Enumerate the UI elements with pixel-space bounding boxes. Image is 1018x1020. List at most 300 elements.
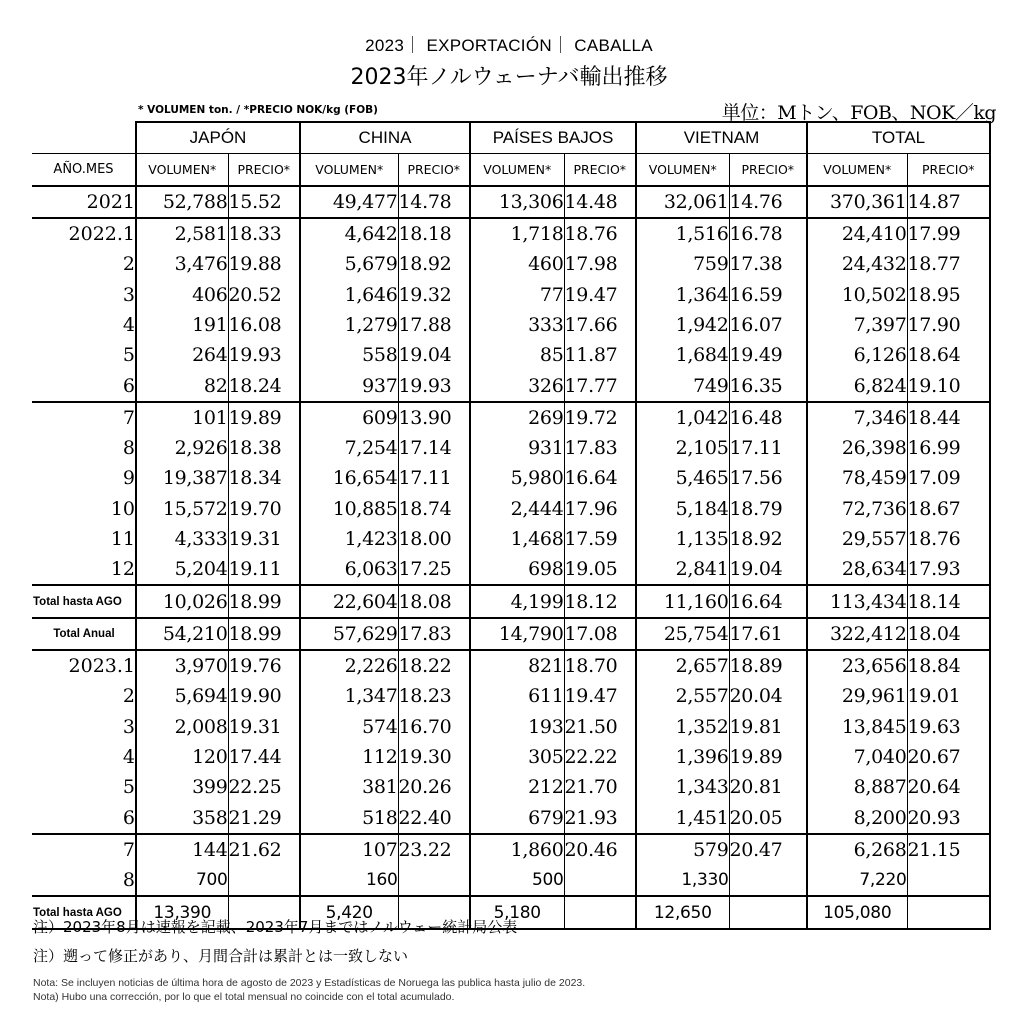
precio-cell: 18.00 (398, 524, 470, 554)
precio-cell: 19.11 (228, 554, 300, 585)
row-label: 11 (110, 528, 135, 550)
precio-cell: 19.81 (729, 712, 807, 742)
header-volumen: VOLUMEN* (300, 154, 398, 186)
table-row (32, 650, 990, 681)
precio-cell: 17.98 (564, 249, 636, 279)
row-label: 6 (122, 806, 135, 829)
volumen-cell: 931 (470, 433, 564, 463)
volumen-cell: 1,364 (636, 279, 729, 309)
precio-cell (907, 865, 990, 896)
row-label: 4 (122, 313, 135, 336)
precio-cell: 19.63 (907, 712, 990, 742)
header-volumen: VOLUMEN* (636, 154, 729, 186)
table-row (32, 865, 990, 896)
precio-cell: 16.35 (729, 370, 807, 401)
volumen-cell: 1,860 (470, 834, 564, 865)
volumen-cell: 8,887 (807, 772, 907, 802)
volumen-cell: 82 (136, 370, 228, 401)
volumen-cell: 2,444 (470, 494, 564, 524)
table-row (32, 554, 990, 585)
row-label: Total Anual (32, 618, 136, 650)
volumen-cell: 8,200 (807, 803, 907, 834)
precio-cell: 17.83 (564, 433, 636, 463)
precio-cell: 19.04 (729, 554, 807, 585)
precio-cell: 17.44 (228, 742, 300, 772)
precio-cell: 22.22 (564, 742, 636, 772)
precio-cell: 16.59 (729, 279, 807, 309)
volumen-cell: 193 (470, 712, 564, 742)
precio-cell: 21.15 (907, 834, 990, 865)
volumen-cell: 113,434 (807, 585, 907, 617)
volumen-cell: 10,885 (300, 494, 398, 524)
country-header-row (32, 122, 990, 154)
volumen-cell: 72,736 (807, 494, 907, 524)
volumen-cell: 1,516 (636, 218, 729, 249)
precio-cell (729, 865, 807, 896)
volumen-cell: 10,026 (136, 585, 228, 617)
note-es-2: Nota) Hubo una corrección, por lo que el total mensual no coincide con el total acumulado. (33, 991, 455, 1003)
table-row (32, 494, 990, 524)
precio-cell: 19.04 (398, 340, 470, 370)
precio-cell: 16.48 (729, 402, 807, 433)
volumen-cell: 54,210 (136, 618, 228, 650)
precio-cell: 20.46 (564, 834, 636, 865)
table-row (32, 618, 990, 650)
precio-cell: 19.49 (729, 340, 807, 370)
row-label: 2021 (32, 186, 136, 218)
volumen-cell: 24,432 (807, 249, 907, 279)
precio-cell: 14.76 (729, 186, 807, 218)
precio-cell: 18.38 (228, 433, 300, 463)
volumen-cell: 160 (300, 865, 398, 896)
volumen-cell: 105,080 (807, 896, 907, 928)
volumen-cell: 2,581 (136, 218, 228, 249)
precio-cell: 18.04 (907, 618, 990, 650)
volumen-cell: 322,412 (807, 618, 907, 650)
precio-cell: 17.96 (564, 494, 636, 524)
volumen-cell: 3,476 (136, 249, 228, 279)
volumen-cell: 4,642 (300, 218, 398, 249)
precio-cell: 14.48 (564, 186, 636, 218)
volumen-cell: 1,468 (470, 524, 564, 554)
precio-cell: 20.81 (729, 772, 807, 802)
row-label: 7 (32, 834, 136, 865)
precio-cell: 22.40 (398, 803, 470, 834)
table-row (32, 742, 990, 772)
row-label: 4 (122, 746, 135, 769)
precio-cell: 13.90 (398, 402, 470, 433)
precio-cell: 19.47 (564, 681, 636, 711)
table-row (32, 524, 990, 554)
header-precio: PRECIO* (729, 154, 807, 186)
row-label: 3 (122, 283, 135, 306)
precio-cell: 18.92 (398, 249, 470, 279)
volumen-cell: 112 (300, 742, 398, 772)
precio-cell: 17.93 (907, 554, 990, 585)
precio-cell (907, 896, 990, 928)
precio-cell: 19.31 (228, 524, 300, 554)
precio-cell: 18.70 (564, 650, 636, 681)
volumen-cell: 6,824 (807, 370, 907, 401)
volumen-cell: 305 (470, 742, 564, 772)
row-label: 3 (122, 715, 135, 738)
volumen-cell: 5,694 (136, 681, 228, 711)
volumen-cell: 6,126 (807, 340, 907, 370)
precio-cell: 21.70 (564, 772, 636, 802)
volumen-cell: 32,061 (636, 186, 729, 218)
precio-cell: 18.99 (228, 585, 300, 617)
precio-cell: 19.10 (907, 370, 990, 401)
precio-cell: 11.87 (564, 340, 636, 370)
precio-cell: 20.47 (729, 834, 807, 865)
row-label: 5 (122, 344, 135, 367)
subheader-row (32, 154, 990, 186)
table-row (32, 249, 990, 279)
volumen-cell: 23,656 (807, 650, 907, 681)
precio-cell: 18.64 (907, 340, 990, 370)
precio-cell: 17.88 (398, 310, 470, 340)
precio-cell: 17.99 (907, 218, 990, 249)
volumen-cell: 749 (636, 370, 729, 401)
precio-cell: 20.93 (907, 803, 990, 834)
col-china: CHINA (300, 122, 470, 154)
col-total: TOTAL (807, 122, 990, 154)
volumen-cell: 518 (300, 803, 398, 834)
volumen-cell: 5,184 (636, 494, 729, 524)
table-row (32, 772, 990, 802)
volumen-cell: 14,790 (470, 618, 564, 650)
volumen-cell: 144 (136, 834, 228, 865)
precio-cell: 18.34 (228, 463, 300, 493)
precio-cell: 17.11 (729, 433, 807, 463)
precio-cell: 18.76 (564, 218, 636, 249)
volumen-cell: 460 (470, 249, 564, 279)
volumen-cell: 698 (470, 554, 564, 585)
volumen-cell: 500 (470, 865, 564, 896)
precio-cell (564, 896, 636, 928)
precio-cell: 19.47 (564, 279, 636, 309)
precio-cell: 21.93 (564, 803, 636, 834)
export-table (32, 121, 991, 930)
col-japon: JAPÓN (136, 122, 300, 154)
precio-cell: 19.88 (228, 249, 300, 279)
volumen-cell: 1,042 (636, 402, 729, 433)
precio-cell: 17.11 (398, 463, 470, 493)
precio-cell: 19.93 (228, 340, 300, 370)
volumen-cell: 22,604 (300, 585, 398, 617)
volumen-cell: 1,343 (636, 772, 729, 802)
volumen-cell: 759 (636, 249, 729, 279)
precio-cell: 20.05 (729, 803, 807, 834)
precio-cell: 14.78 (398, 186, 470, 218)
volumen-cell: 370,361 (807, 186, 907, 218)
precio-cell: 20.52 (228, 279, 300, 309)
volumen-cell: 700 (136, 865, 228, 896)
header-volumen: VOLUMEN* (136, 154, 228, 186)
volumen-cell: 5,420 (300, 896, 398, 928)
precio-cell: 19.31 (228, 712, 300, 742)
precio-cell (228, 865, 300, 896)
volumen-cell: 7,346 (807, 402, 907, 433)
precio-cell: 19.89 (228, 402, 300, 433)
precio-cell: 16.64 (729, 585, 807, 617)
table-row (32, 681, 990, 711)
volumen-cell: 4,199 (470, 585, 564, 617)
unit-note-jp: 単位：Mトン、FOB、NOK／kg (721, 102, 996, 124)
volumen-cell: 212 (470, 772, 564, 802)
row-label: 10 (110, 497, 135, 520)
precio-cell: 17.90 (907, 310, 990, 340)
note-jp-2: 注）遡って修正があり、月間合計は累計とは一致しない (33, 947, 409, 965)
precio-cell: 19.93 (398, 370, 470, 401)
volumen-cell: 574 (300, 712, 398, 742)
volumen-cell: 333 (470, 310, 564, 340)
volumen-cell: 7,397 (807, 310, 907, 340)
table-row (32, 433, 990, 463)
col-paises-bajos: PAÍSES BAJOS (470, 122, 636, 154)
precio-cell: 17.61 (729, 618, 807, 650)
precio-cell: 19.89 (729, 742, 807, 772)
precio-cell: 18.44 (907, 402, 990, 433)
precio-cell: 18.89 (729, 650, 807, 681)
volumen-cell: 29,557 (807, 524, 907, 554)
volumen-cell: 25,754 (636, 618, 729, 650)
volumen-cell: 6,268 (807, 834, 907, 865)
precio-cell: 18.67 (907, 494, 990, 524)
volumen-cell: 13,306 (470, 186, 564, 218)
volumen-cell: 49,477 (300, 186, 398, 218)
volumen-cell: 2,008 (136, 712, 228, 742)
volumen-cell: 10,502 (807, 279, 907, 309)
volumen-cell: 5,679 (300, 249, 398, 279)
precio-cell (729, 896, 807, 928)
volumen-cell: 5,465 (636, 463, 729, 493)
volumen-cell: 937 (300, 370, 398, 401)
volumen-cell: 29,961 (807, 681, 907, 711)
volumen-cell: 2,841 (636, 554, 729, 585)
precio-cell: 15.52 (228, 186, 300, 218)
precio-cell: 17.66 (564, 310, 636, 340)
row-label: 7 (32, 402, 136, 433)
precio-cell: 16.70 (398, 712, 470, 742)
header-precio: PRECIO* (907, 154, 990, 186)
row-label: Total hasta AGO (32, 896, 136, 928)
volumen-cell: 381 (300, 772, 398, 802)
volumen-cell: 16,654 (300, 463, 398, 493)
precio-cell: 14.87 (907, 186, 990, 218)
table-row (32, 803, 990, 834)
volumen-cell: 558 (300, 340, 398, 370)
volumen-cell: 24,410 (807, 218, 907, 249)
report-title: 2023｜ EXPORTACIÓN｜ CABALLA (365, 36, 653, 55)
volumen-cell: 101 (136, 402, 228, 433)
precio-cell: 18.22 (398, 650, 470, 681)
precio-cell: 17.59 (564, 524, 636, 554)
precio-cell: 18.14 (907, 585, 990, 617)
row-label: 2 (122, 685, 135, 708)
precio-cell: 18.84 (907, 650, 990, 681)
volumen-cell: 57,629 (300, 618, 398, 650)
volumen-cell: 1,646 (300, 279, 398, 309)
table-row (32, 310, 990, 340)
table-row (32, 340, 990, 370)
precio-cell: 19.76 (228, 650, 300, 681)
precio-cell: 19.32 (398, 279, 470, 309)
precio-cell: 20.67 (907, 742, 990, 772)
table-row (32, 218, 990, 249)
volumen-cell: 406 (136, 279, 228, 309)
volumen-cell: 358 (136, 803, 228, 834)
volumen-cell: 15,572 (136, 494, 228, 524)
table-row (32, 402, 990, 433)
precio-cell: 18.12 (564, 585, 636, 617)
volumen-cell: 52,788 (136, 186, 228, 218)
volumen-cell: 1,684 (636, 340, 729, 370)
volumen-cell: 7,254 (300, 433, 398, 463)
table-row (32, 370, 990, 401)
precio-cell: 16.64 (564, 463, 636, 493)
volumen-cell: 7,040 (807, 742, 907, 772)
table-row (32, 463, 990, 493)
precio-cell: 18.18 (398, 218, 470, 249)
volumen-cell: 579 (636, 834, 729, 865)
precio-cell: 19.70 (228, 494, 300, 524)
volumen-cell: 609 (300, 402, 398, 433)
precio-cell: 22.25 (228, 772, 300, 802)
precio-cell: 21.62 (228, 834, 300, 865)
volumen-cell: 3,970 (136, 650, 228, 681)
precio-cell: 18.76 (907, 524, 990, 554)
volumen-cell: 1,279 (300, 310, 398, 340)
table-row (32, 186, 990, 218)
precio-cell: 21.50 (564, 712, 636, 742)
volumen-cell: 5,980 (470, 463, 564, 493)
col-vietnam: VIETNAM (636, 122, 807, 154)
header-volumen: VOLUMEN* (470, 154, 564, 186)
table-row (32, 585, 990, 617)
volumen-cell: 264 (136, 340, 228, 370)
volumen-cell: 107 (300, 834, 398, 865)
precio-cell: 17.77 (564, 370, 636, 401)
header-volumen: VOLUMEN* (807, 154, 907, 186)
volumen-cell: 4,333 (136, 524, 228, 554)
precio-cell: 17.83 (398, 618, 470, 650)
volumen-cell: 13,845 (807, 712, 907, 742)
volumen-cell: 1,330 (636, 865, 729, 896)
unit-note: * VOLUMEN ton. / *PRECIO NOK/kg (FOB) (138, 104, 378, 116)
volumen-cell: 269 (470, 402, 564, 433)
precio-cell: 19.05 (564, 554, 636, 585)
volumen-cell: 2,226 (300, 650, 398, 681)
volumen-cell: 5,180 (470, 896, 564, 928)
volumen-cell: 1,718 (470, 218, 564, 249)
precio-cell: 23.22 (398, 834, 470, 865)
row-label: 8 (122, 869, 135, 892)
precio-cell (398, 865, 470, 896)
volumen-cell: 120 (136, 742, 228, 772)
precio-cell: 16.78 (729, 218, 807, 249)
row-label: Total hasta AGO (32, 585, 136, 617)
row-header-label: AÑO.MES (53, 161, 114, 177)
volumen-cell: 679 (470, 803, 564, 834)
volumen-cell: 1,352 (636, 712, 729, 742)
volumen-cell: 191 (136, 310, 228, 340)
row-label: 9 (122, 467, 135, 490)
volumen-cell: 2,926 (136, 433, 228, 463)
volumen-cell: 7,220 (807, 865, 907, 896)
precio-cell (564, 865, 636, 896)
volumen-cell: 77 (470, 279, 564, 309)
volumen-cell: 2,557 (636, 681, 729, 711)
precio-cell: 18.33 (228, 218, 300, 249)
table-row (32, 712, 990, 742)
volumen-cell: 1,942 (636, 310, 729, 340)
row-label: 2 (122, 253, 135, 276)
precio-cell: 16.08 (228, 310, 300, 340)
header-precio: PRECIO* (228, 154, 300, 186)
precio-cell: 18.99 (228, 618, 300, 650)
precio-cell: 18.08 (398, 585, 470, 617)
volumen-cell: 1,396 (636, 742, 729, 772)
precio-cell: 18.77 (907, 249, 990, 279)
volumen-cell: 326 (470, 370, 564, 401)
volumen-cell: 19,387 (136, 463, 228, 493)
precio-cell: 17.38 (729, 249, 807, 279)
precio-cell: 17.25 (398, 554, 470, 585)
row-label: 5 (122, 776, 135, 799)
row-label: 8 (122, 437, 135, 460)
precio-cell: 18.23 (398, 681, 470, 711)
precio-cell: 21.29 (228, 803, 300, 834)
volumen-cell: 85 (470, 340, 564, 370)
volumen-cell: 6,063 (300, 554, 398, 585)
precio-cell: 19.01 (907, 681, 990, 711)
volumen-cell: 1,451 (636, 803, 729, 834)
volumen-cell: 26,398 (807, 433, 907, 463)
precio-cell: 18.74 (398, 494, 470, 524)
volumen-cell: 2,105 (636, 433, 729, 463)
header-precio: PRECIO* (564, 154, 636, 186)
table-row (32, 279, 990, 309)
row-label: 12 (110, 558, 135, 581)
precio-cell: 18.79 (729, 494, 807, 524)
precio-cell: 17.09 (907, 463, 990, 493)
volumen-cell: 1,347 (300, 681, 398, 711)
volumen-cell: 399 (136, 772, 228, 802)
precio-cell: 20.26 (398, 772, 470, 802)
header-precio: PRECIO* (398, 154, 470, 186)
volumen-cell: 821 (470, 650, 564, 681)
precio-cell: 17.14 (398, 433, 470, 463)
volumen-cell: 5,204 (136, 554, 228, 585)
volumen-cell: 28,634 (807, 554, 907, 585)
precio-cell: 17.56 (729, 463, 807, 493)
report-subtitle-jp: 2023年ノルウェーナバ輸出推移 (350, 65, 668, 90)
volumen-cell: 78,459 (807, 463, 907, 493)
volumen-cell: 1,135 (636, 524, 729, 554)
precio-cell: 18.92 (729, 524, 807, 554)
volumen-cell: 2,657 (636, 650, 729, 681)
volumen-cell: 12,650 (636, 896, 729, 928)
volumen-cell: 11,160 (636, 585, 729, 617)
table-row (32, 834, 990, 865)
note-es-1: Nota: Se incluyen noticias de última hora de agosto de 2023 y Estadísticas de Noruega las publica hasta julio de 2023. (33, 977, 586, 989)
precio-cell: 18.95 (907, 279, 990, 309)
volumen-cell: 611 (470, 681, 564, 711)
row-label: 2023.1 (32, 650, 136, 681)
row-label: 6 (122, 374, 135, 397)
precio-cell: 18.24 (228, 370, 300, 401)
